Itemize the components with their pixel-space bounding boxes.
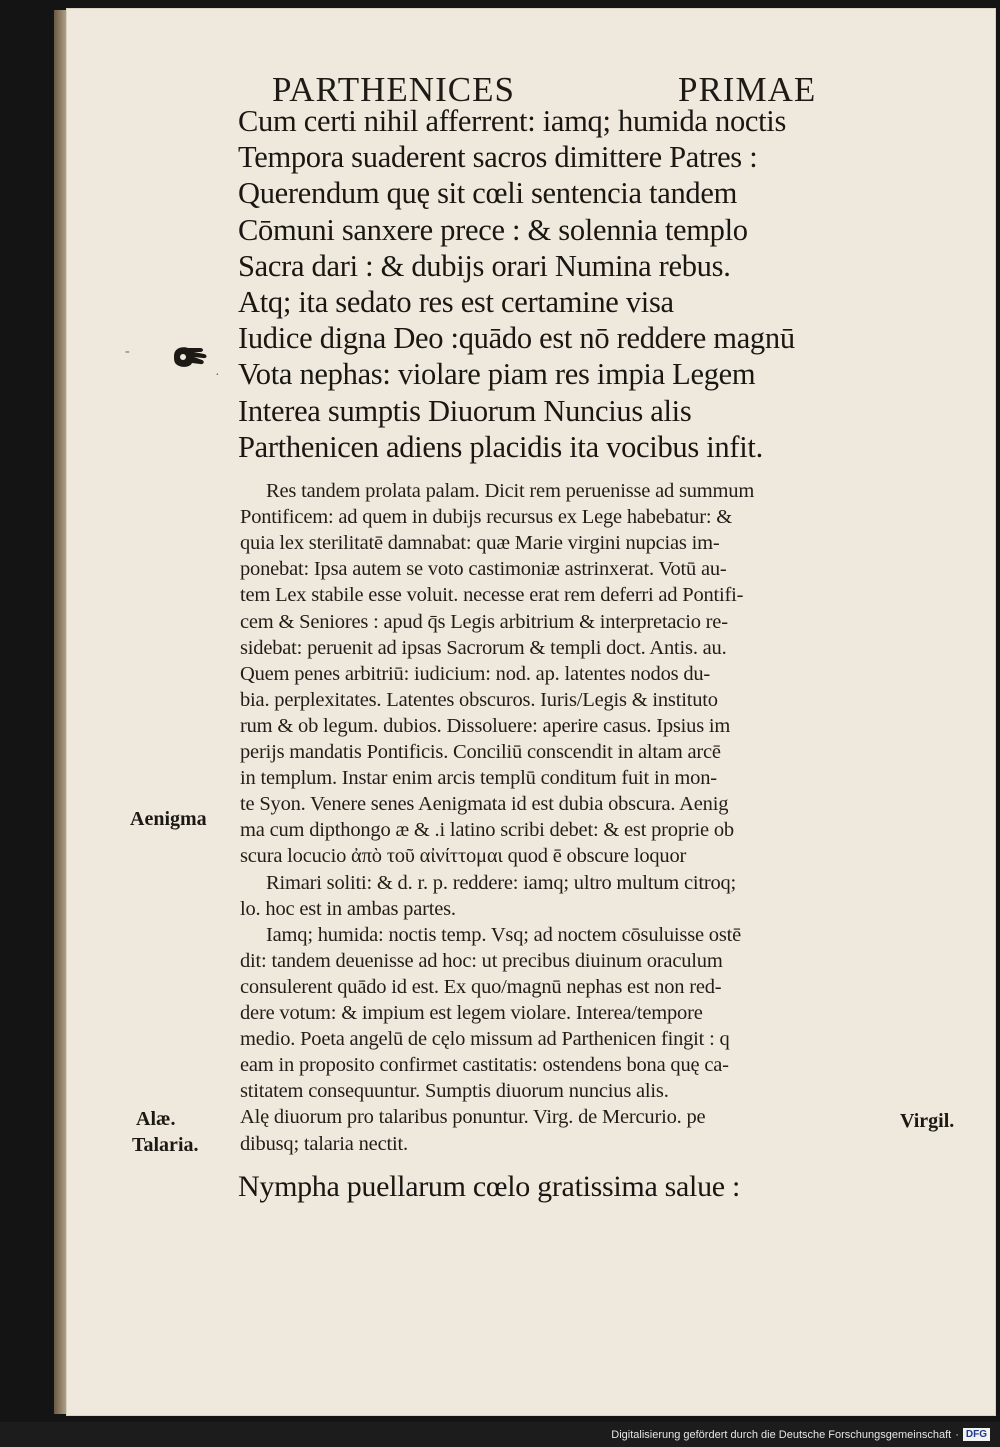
margin-dot-mark: · — [215, 368, 220, 383]
commentary-line: Rimari soliti: & d. r. p. reddere: iamq; ultro multum citroq; — [266, 871, 737, 894]
commentary-line: tem Lex stabile esse voluit. necesse erat rem deferri ad Pontifi- — [240, 584, 744, 607]
verse-line: Iudice digna Deo :quādo est nō reddere magnū — [238, 321, 795, 356]
digitization-footer — [611, 1428, 990, 1441]
commentary-line: ma cum dipthongo æ & .i latino scribi debet: & est proprie ob — [240, 819, 734, 842]
commentary-line: bia. perplexitates. Latentes obscuros. Iuris/Legis & instituto — [240, 688, 718, 711]
running-head-left: PARTHENICES — [272, 70, 515, 109]
commentary-line: in templum. Instar enim arcis templū conditum fuit in mon- — [240, 767, 717, 790]
marginal-note-talaria: Talaria. — [132, 1134, 199, 1156]
footer-separator: · — [955, 1428, 959, 1441]
commentary-line: lo. hoc est in ambas partes. — [240, 897, 456, 920]
commentary-line: quia lex sterilitatē damnabat: quæ Marie virgini nupcias im- — [240, 532, 720, 555]
verse-line: Sacra dari : & dubijs orari Numina rebus. — [238, 248, 731, 283]
commentary-line: ponebat: Ipsa autem se voto castimoniæ astrinxerat. Votū au- — [240, 558, 727, 581]
commentary-line: medio. Poeta angelū de cęlo missum ad Parthenicen fingit : q — [240, 1028, 730, 1051]
commentary-line: Pontificem: ad quem in dubijs recursus ex Lege habebatur: & — [240, 506, 733, 529]
commentary-line: Alę diuorum pro talaribus ponuntur. Virg. de Mercurio. pe — [240, 1106, 706, 1129]
verse-line: Vota nephas: violare piam res impia Legem — [238, 357, 756, 392]
margin-tick-mark: - — [125, 344, 130, 359]
commentary-line: rum & ob legum. dubios. Dissoluere: aperire casus. Ipsius im — [240, 714, 731, 737]
commentary-line: dere votum: & impium est legem violare. Interea/tempore — [240, 1002, 703, 1024]
commentary-line: consulerent quādo id est. Ex quo/magnū nephas est non red- — [240, 975, 722, 998]
commentary-line: scura locucio ἀπὸ τοῦ αἰνίττομαι quod ē obscure loquor — [240, 845, 687, 868]
dfg-logo: DFG — [963, 1428, 990, 1441]
commentary-line: eam in proposito confirmet castitatis: ostendens bona quę ca- — [240, 1054, 729, 1077]
marginal-note-alae: Alæ. — [136, 1108, 176, 1130]
marginal-note-virgil: Virgil. — [900, 1110, 955, 1132]
verse-line: Cōmuni sanxere prece : & solennia templo — [238, 212, 748, 247]
commentary-line: stitatem consequuntur. Sumptis diuorum nuncius alis. — [240, 1080, 669, 1103]
closing-verse-line: Nympha puellarum cœlo gratissima salue : — [238, 1170, 741, 1203]
commentary-line: te Syon. Venere senes Aenigmata id est dubia obscura. Aenig — [240, 793, 729, 816]
commentary-line: Res tandem prolata palam. Dicit rem peruenisse ad summum — [266, 480, 755, 502]
marginal-note-aenigma: Aenigma — [130, 808, 207, 830]
verse-line: Interea sumptis Diuorum Nuncius alis — [238, 393, 692, 428]
verse-line: Atq; ita sedato res est certamine visa — [238, 285, 674, 319]
commentary-line: dibusq; talaria nectit. — [240, 1132, 408, 1155]
manicule-icon — [170, 342, 212, 370]
verse-line: Tempora suaderent sacros dimittere Patres : — [238, 140, 758, 175]
commentary-line: dit: tandem deuenisse ad hoc: ut precibus diuinum oraculum — [240, 949, 723, 972]
commentary-line: Iamq; humida: noctis temp. Vsq; ad noctem cōsuluisse ostē — [266, 923, 742, 946]
footer-text: Digitalisierung gefördert durch die Deutsche Forschungsgemeinschaft — [611, 1428, 952, 1441]
verse-line: Querendum quę sit cœli sentencia tandem — [238, 176, 738, 211]
commentary-line: perijs mandatis Pontificis. Conciliū conscendit in altam arcē — [240, 741, 721, 763]
commentary-line: Quem penes arbitriū: iudicium: nod. ap. latentes nodos du- — [240, 662, 711, 685]
verse-line: Cum certi nihil afferrent: iamq; humida noctis — [238, 104, 787, 138]
commentary-line: sidebat: peruenit ad ipsas Sacrorum & templi doct. Antis. au. — [240, 636, 727, 659]
commentary-line: cem & Seniores : apud q̄s Legis arbitrium & interpretacio re- — [240, 610, 728, 633]
verse-line: Parthenicen adiens placidis ita vocibus infit. — [238, 429, 763, 464]
running-head-right: PRIMAE — [678, 70, 817, 109]
